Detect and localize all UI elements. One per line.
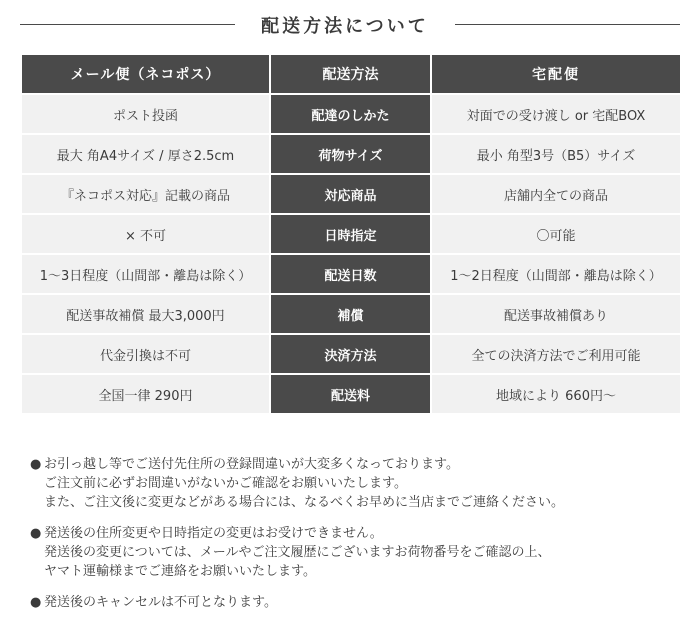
row-label: 対応商品 xyxy=(271,175,430,213)
mail-delivery-value: 最大 角A4サイズ / 厚さ2.5cm xyxy=(22,135,269,173)
mail-delivery-value: 1～3日程度（山間部・離島は除く） xyxy=(22,255,269,293)
note-line: 発送後の変更については、メールやご注文履歴にございますお荷物番号をご確認の上、 xyxy=(44,545,551,560)
bullet-icon: ● xyxy=(30,526,42,541)
table-row xyxy=(22,135,680,173)
mail-delivery-value: × 不可 xyxy=(22,215,269,253)
note-line: 発送後の住所変更や日時指定の変更はお受けできません。 xyxy=(44,526,383,541)
home-delivery-value: 全ての決済方法でご利用可能 xyxy=(432,335,680,373)
table-row xyxy=(22,375,680,413)
table-row xyxy=(22,95,680,133)
note-line: 発送後のキャンセルは不可となります。 xyxy=(44,595,277,610)
table-row xyxy=(22,335,680,373)
home-delivery-value: 〇可能 xyxy=(432,215,680,253)
table-row xyxy=(22,175,680,213)
shipping-notes xyxy=(30,455,680,624)
mail-delivery-value: ポスト投函 xyxy=(22,95,269,133)
row-label: 補償 xyxy=(271,295,430,333)
mail-delivery-value: 配送事故補償 最大3,000円 xyxy=(22,295,269,333)
row-label: 荷物サイズ xyxy=(271,135,430,173)
mail-delivery-value: 『ネコポス対応』記載の商品 xyxy=(22,175,269,213)
home-delivery-value: 店舗内全ての商品 xyxy=(432,175,680,213)
home-delivery-value: 地域により 660円～ xyxy=(432,375,680,413)
shipping-comparison-table xyxy=(20,53,682,415)
note-line: ご注文前に必ずお間違いがないかご確認をお願いいたします。 xyxy=(44,476,407,491)
note-line: また、ご注文後に変更などがある場合には、なるべくお早めに当店までご連絡ください。 xyxy=(44,495,565,510)
home-delivery-value: 1～2日程度（山間部・離島は除く） xyxy=(432,255,680,293)
note-item xyxy=(30,593,680,612)
note-item xyxy=(30,455,680,512)
header-home-delivery: 宅配便 xyxy=(432,55,680,93)
home-delivery-value: 配送事故補償あり xyxy=(432,295,680,333)
table-row xyxy=(22,295,680,333)
title-divider-left xyxy=(20,24,235,25)
row-label: 決済方法 xyxy=(271,335,430,373)
mail-delivery-value: 代金引換は不可 xyxy=(22,335,269,373)
mail-delivery-value: 全国一律 290円 xyxy=(22,375,269,413)
note-line: お引っ越し等でご送付先住所の登録間違いが大変多くなっております。 xyxy=(44,457,459,472)
row-label: 日時指定 xyxy=(271,215,430,253)
bullet-icon: ● xyxy=(30,457,42,472)
header-mail-delivery: メール便（ネコポス） xyxy=(22,55,269,93)
home-delivery-value: 最小 角型3号（B5）サイズ xyxy=(432,135,680,173)
row-label: 配送日数 xyxy=(271,255,430,293)
bullet-icon: ● xyxy=(30,595,42,610)
home-delivery-value: 対面での受け渡し or 宅配BOX xyxy=(432,95,680,133)
header-shipping-method: 配送方法 xyxy=(271,55,430,93)
row-label: 配達のしかた xyxy=(271,95,430,133)
row-label: 配送料 xyxy=(271,375,430,413)
page-title: 配送方法について xyxy=(261,16,429,37)
table-row xyxy=(22,255,680,293)
note-item xyxy=(30,524,680,581)
title-divider-right xyxy=(455,24,680,25)
table-header-row xyxy=(22,55,680,93)
table-row xyxy=(22,215,680,253)
section-title-bar xyxy=(0,10,700,40)
note-line: ヤマト運輸様までご連絡をお願いいたします。 xyxy=(44,564,316,579)
